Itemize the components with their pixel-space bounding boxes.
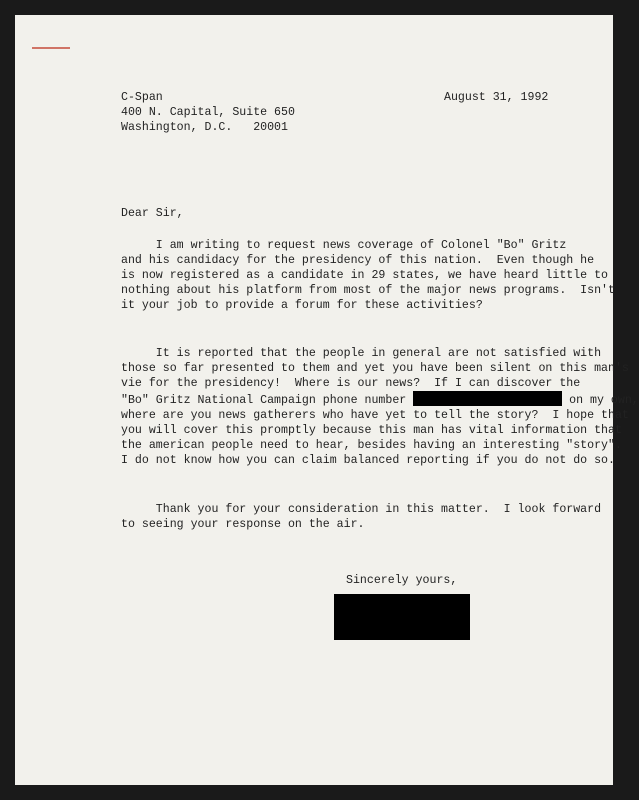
address-line-3: Washington, D.C. 20001 (121, 121, 288, 134)
p2-line: I do not know how you can claim balanced reporting if you do not do so. (121, 454, 615, 467)
p1-line: and his candidacy for the presidency of this nation. Even though he (121, 254, 595, 267)
redacted-phone-number (413, 391, 562, 406)
p2-line: those so far presented to them and yet you have been silent on this man's (121, 362, 629, 375)
closing: Sincerely yours, (346, 574, 458, 587)
p1-line: I am writing to request news coverage of Colonel "Bo" Gritz (121, 239, 567, 252)
p2-line: you will cover this promptly because this man has vital information that (121, 424, 622, 437)
paragraph-3 (121, 502, 601, 532)
p2-line: where are you news gatherers who have yet to tell the story? I hope that (121, 409, 629, 422)
p1-line: nothing about his platform from most of the major news programs. Isn't (121, 284, 615, 297)
p3-line: Thank you for your consideration in this matter. I look forward (121, 503, 602, 516)
p2-line: "Bo" Gritz National Campaign phone number (121, 394, 414, 407)
red-ink-mark (32, 47, 70, 49)
paragraph-1 (121, 238, 615, 313)
address-line-2: 400 N. Capital, Suite 650 (121, 106, 295, 119)
letter-date: August 31, 1992 (444, 91, 549, 104)
p2-line: the american people need to hear, besides having an interesting "story". (121, 439, 622, 452)
p2-line: vie for the presidency! Where is our news? If I can discover the (121, 377, 581, 390)
p3-line: to seeing your response on the air. (121, 518, 365, 531)
p1-line: it your job to provide a forum for these activities? (121, 299, 483, 312)
redacted-signature (334, 594, 470, 640)
p2-line: on my own, (562, 394, 639, 407)
recipient-address (121, 90, 295, 135)
p2-line: It is reported that the people in general are not satisfied with (121, 347, 602, 360)
paragraph-2 (121, 346, 639, 468)
p1-line: is now registered as a candidate in 29 states, we have heard little to (121, 269, 609, 282)
address-line-1: C-Span (121, 91, 163, 104)
salutation: Dear Sir, (121, 207, 184, 220)
